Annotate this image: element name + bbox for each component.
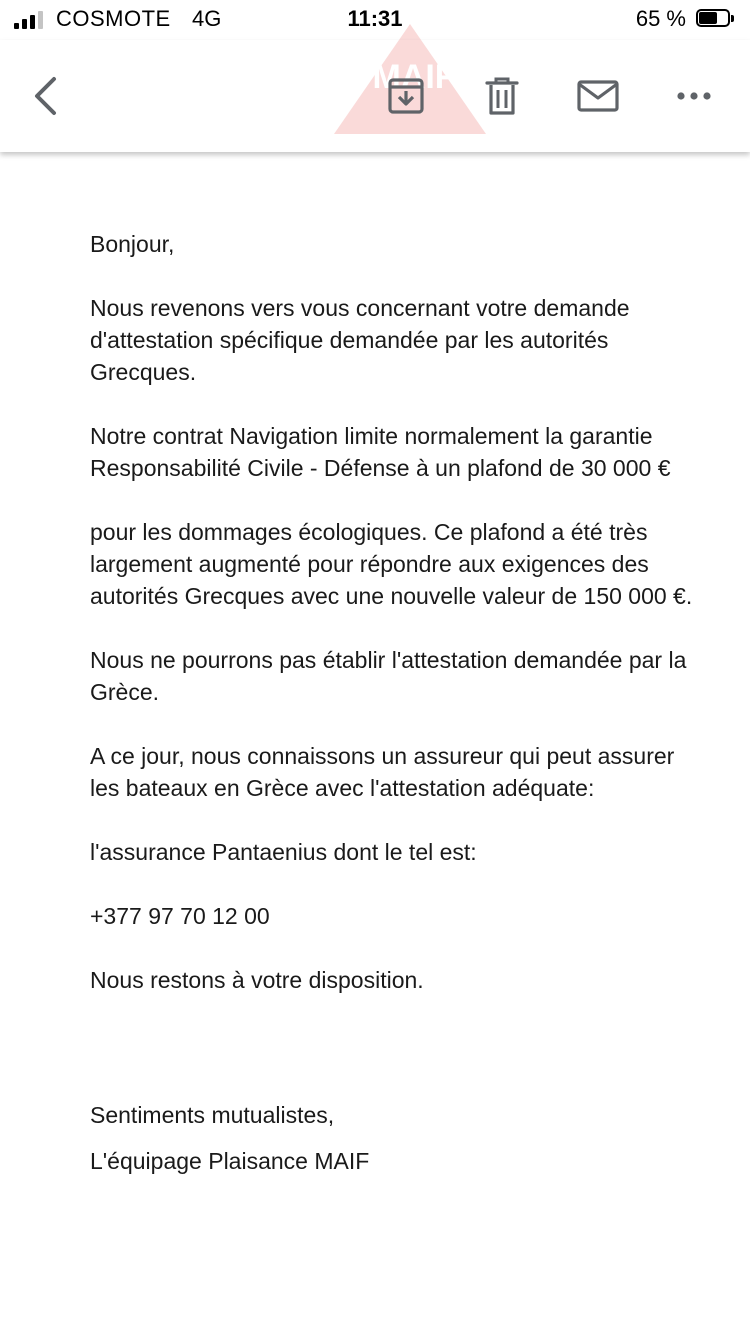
- email-closing: [90, 1092, 710, 1184]
- email-paragraph: l'assurance Pantaenius dont le tel est:: [90, 839, 477, 865]
- carrier-name: COSMOTE: [56, 6, 171, 31]
- chevron-left-icon: [31, 76, 59, 116]
- email-paragraph: Nous revenons vers vous concernant votre demande d'attestation spécifique demandée par les autorités Grecques.: [90, 295, 630, 385]
- archive-button[interactable]: [380, 70, 432, 122]
- availability-line: Nous restons à votre disposition.: [90, 967, 424, 993]
- email-greeting: Bonjour,: [90, 231, 175, 257]
- back-button[interactable]: [22, 68, 68, 124]
- more-horizontal-icon: [676, 91, 712, 101]
- email-paragraph: A ce jour, nous connaissons un assureur qui peut assurer les bateaux en Grèce avec l'attestation adéquate:: [90, 743, 675, 801]
- email-paragraph: Nous ne pourrons pas établir l'attestation demandée par la Grèce.: [90, 647, 687, 705]
- battery-icon: [696, 9, 736, 29]
- envelope-icon: [577, 80, 619, 112]
- network-type: 4G: [192, 6, 222, 31]
- closing-salutation: Sentiments mutualistes,: [90, 1102, 335, 1128]
- battery-percentage: 65 %: [635, 6, 686, 31]
- watermark-text: MAIF: [372, 58, 456, 96]
- email-body: [90, 228, 710, 1184]
- status-time: 11:31: [347, 6, 403, 31]
- email-toolbar: [0, 40, 750, 152]
- more-options-button[interactable]: [668, 70, 720, 122]
- mark-unread-button[interactable]: [572, 70, 624, 122]
- phone-number-link[interactable]: +377 97 70 12 00: [90, 903, 270, 929]
- email-signature: L'équipage Plaisance MAIF: [90, 1148, 370, 1174]
- delete-button[interactable]: [476, 70, 528, 122]
- archive-icon: [386, 76, 426, 116]
- email-paragraph: Notre contrat Navigation limite normalement la garantie Responsabilité Civile - Défense à un plafond de 30 000 €: [90, 423, 671, 481]
- trash-icon: [484, 75, 520, 117]
- email-paragraph: pour les dommages écologiques. Ce plafond a été très largement augmenté pour répondre aux exigences des autorités Grecques avec une nouvelle valeur de 150 000 €.: [90, 519, 693, 609]
